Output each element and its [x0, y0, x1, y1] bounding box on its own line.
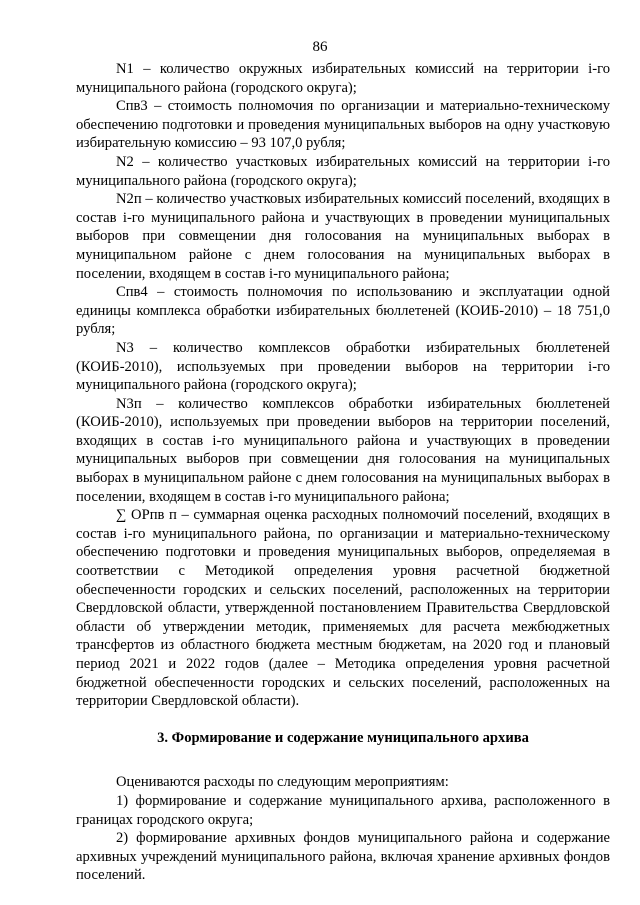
paragraph-spv4: Спв4 – стоимость полномочия по использованию и эксплуатации одной единицы комплекса обработки избирательных бюллетеней (КОИБ-2010) – 18 751,0 рубля;: [76, 284, 610, 338]
page-number: 86: [312, 39, 328, 55]
list-item-2: 2) формирование архивных фондов муниципального района и содержание архивных учреждений муниципального района, включая хранение архивных фондов поселений.: [76, 830, 610, 884]
section-heading: 3. Формирование и содержание муниципального архива: [157, 729, 529, 746]
paragraph-n2: N2 – количество участковых избирательных комиссий на территории i-го муниципального района (городского округа);: [76, 153, 610, 189]
paragraph-n3p: N3п – количество комплексов обработки избирательных бюллетеней (КОИБ-2010), используемых при проведении выборов на территории поселений, входящих в состав i-го муниципального района и участвующих в проведении муниципальных выборов при совмещении дня голосования на муниципальных выборах в муниципальном районе с днем голосования на муниципальных выборах в поселении, входящем в состав i-го муниципального района;: [76, 395, 610, 505]
paragraph-spv3: Спв3 – стоимость полномочия по организации и материально-техническому обеспечению подготовки и проведения муниципальных выборов на одну участковую избирательную комиссию – 93 107,0 рубля;: [76, 98, 610, 152]
paragraph-intro: Оцениваются расходы по следующим мероприятиям:: [116, 774, 449, 791]
list-item-1: 1) формирование и содержание муниципального архива, расположенного в границах городского округа;: [76, 792, 610, 828]
document-body: [76, 60, 610, 885]
paragraph-n2p: N2п – количество участковых избирательных комиссий поселений, входящих в состав i-го муниципального района и участвующих в проведении муниципальных выборов при совмещении дня голосования на муниципальных выборах в муниципальном районе с днем голосования на муниципальных выборах в поселении, входящем в состав i-го муниципального района;: [76, 191, 610, 282]
paragraph-sum-orpv: ∑ ОРпв п – суммарная оценка расходных полномочий поселений, входящих в состав i-го муниципального района, по организации и материально-техническому обеспечению подготовки и проведения муниципальных выборов, определяемая в соответствии с Методикой определения уровня расчетной бюджетной обеспеченности городских и сельских поселений, расположенных на территории Свердловской области, утвержденной постановлением Правительства Свердловской области об утверждении методик, применяемых для расчета межбюджетных трансфертов из областного бюджета местным бюджетам, на 2020 год и плановый период 2021 и 2022 годов (далее – Методика определения уровня расчетной бюджетной обеспеченности городских и сельских поселений, расположенных на территории Свердловской области).: [76, 507, 610, 710]
paragraph-n1: N1 – количество окружных избирательных комиссий на территории i-го муниципального района (городского округа);: [76, 61, 610, 96]
paragraph-n3: N3 – количество комплексов обработки избирательных бюллетеней (КОИБ-2010), используемых при проведении выборов на территории i-го муниципального района (городского округа);: [76, 339, 610, 394]
